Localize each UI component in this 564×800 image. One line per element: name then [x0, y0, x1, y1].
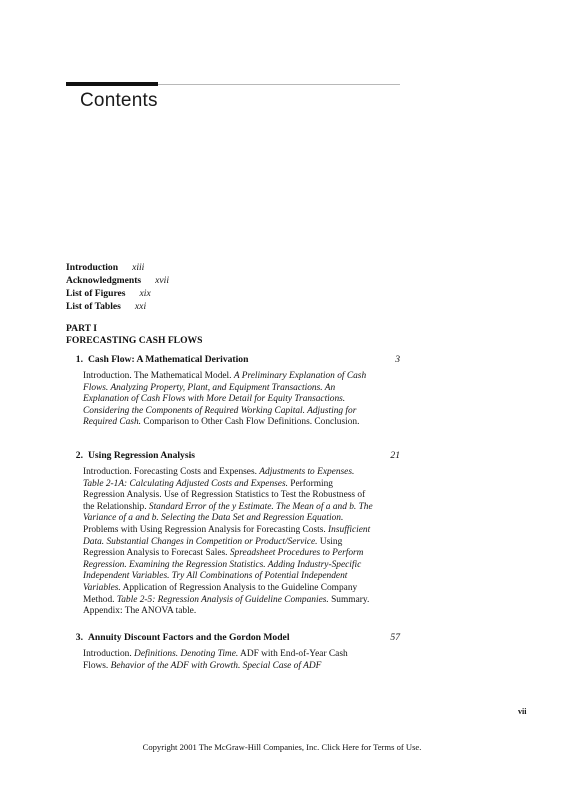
chapter-page: 3 [395, 354, 400, 365]
page-title: Contents [80, 90, 158, 111]
front-matter-page: xvii [155, 275, 170, 286]
front-matter-page: xxi [134, 301, 147, 312]
summary-segment: A Preliminary Explanation of Cash Flows. Analyzing Property, Plant, and Equipment Transactions. An Explanation of Cash Flows with More Detail for Equity Transactions. Considering the Components of Required Working Capital. Adjusting for Required Cash. [83, 371, 367, 428]
summary-segment: Behavior of the ADF with Growth. Special Case of ADF [110, 660, 322, 671]
summary-segment: Using Regression Analysis to Forecast Sales. [83, 536, 343, 559]
summary-segment: Adjustments to Expenses. Table 2-1A: Calculating Adjusted Costs and Expenses. [83, 467, 355, 489]
chapter-entry[interactable] [66, 354, 400, 429]
summary-segment: Table 2-5: Regression Analysis of Guideline Companies. [116, 594, 329, 605]
front-matter-item[interactable] [66, 261, 169, 274]
chapter-title[interactable]: Annuity Discount Factors and the Gordon Model [88, 632, 290, 643]
chapter-title[interactable]: Using Regression Analysis [88, 450, 195, 461]
front-matter-list [66, 261, 169, 313]
front-matter-item[interactable] [66, 274, 169, 287]
summary-segment: ADF with End-of-Year Cash Flows. [83, 649, 348, 671]
chapter-page: 21 [390, 450, 400, 461]
front-matter-page: xix [139, 288, 151, 299]
chapter-number: 3. [75, 632, 83, 643]
summary-segment: Spreadsheet Procedures to Perform Regression. Examining the Regression Statistics. Adding Industry-Specific Independent Variables. Try All Combinations of Potential Independent Variables. [83, 548, 364, 593]
summary-segment: Introduction. Forecasting Costs and Expenses. [83, 467, 260, 477]
chapter-number: 1. [75, 354, 83, 365]
front-matter-page: xiii [132, 262, 145, 273]
chapter-number: 2. [75, 450, 83, 461]
part-number: PART I [66, 323, 98, 334]
chapter-page: 57 [390, 632, 400, 643]
front-matter-label: Acknowledgments [66, 275, 142, 286]
copyright-footer[interactable]: Copyright 2001 The McGraw-Hill Companies, Inc. Click Here for Terms of Use. [142, 742, 422, 752]
summary-segment: Introduction. The Mathematical Model. [83, 371, 234, 381]
front-matter-item[interactable] [66, 287, 169, 300]
summary-segment: Definitions. Denoting Time. [134, 649, 239, 659]
summary-segment: Performing Regression Analysis. Use of Regression Statistics to Test the Robustness of the Relationship. [83, 478, 366, 512]
part-heading [66, 323, 202, 347]
chapter-entry[interactable] [66, 450, 400, 618]
summary-segment: Standard Error of the y Estimate. The Mean of a and b. The Variance of a and b. Selecting the Data Set and Regression Equation. [83, 501, 373, 524]
front-matter-label: Introduction [66, 262, 119, 273]
chapter-summary [83, 371, 375, 429]
chapter-entry[interactable] [66, 632, 400, 672]
chapter-summary [83, 649, 375, 672]
front-matter-label: List of Tables [66, 301, 121, 312]
summary-segment: Comparison to Other Cash Flow Definitions. Conclusion. [140, 417, 360, 428]
header-accent-bar [66, 82, 158, 86]
summary-segment: Insufficient Data. Substantial Changes in Competition or Product/Service. [83, 524, 371, 547]
front-matter-item[interactable] [66, 300, 169, 313]
chapter-title[interactable]: Cash Flow: A Mathematical Derivation [88, 354, 249, 365]
summary-segment: Application of Regression Analysis to the Guideline Company Method. [83, 582, 358, 605]
part-title: FORECASTING CASH FLOWS [66, 335, 203, 346]
summary-segment: Summary. Appendix: The ANOVA table. [83, 594, 370, 617]
front-matter-label: List of Figures [66, 288, 126, 299]
summary-segment: Problems with Using Regression Analysis for Forecasting Costs. [83, 524, 329, 535]
chapter-summary [83, 467, 375, 618]
page-number: vii [518, 707, 527, 716]
summary-segment: Introduction. [83, 649, 135, 659]
